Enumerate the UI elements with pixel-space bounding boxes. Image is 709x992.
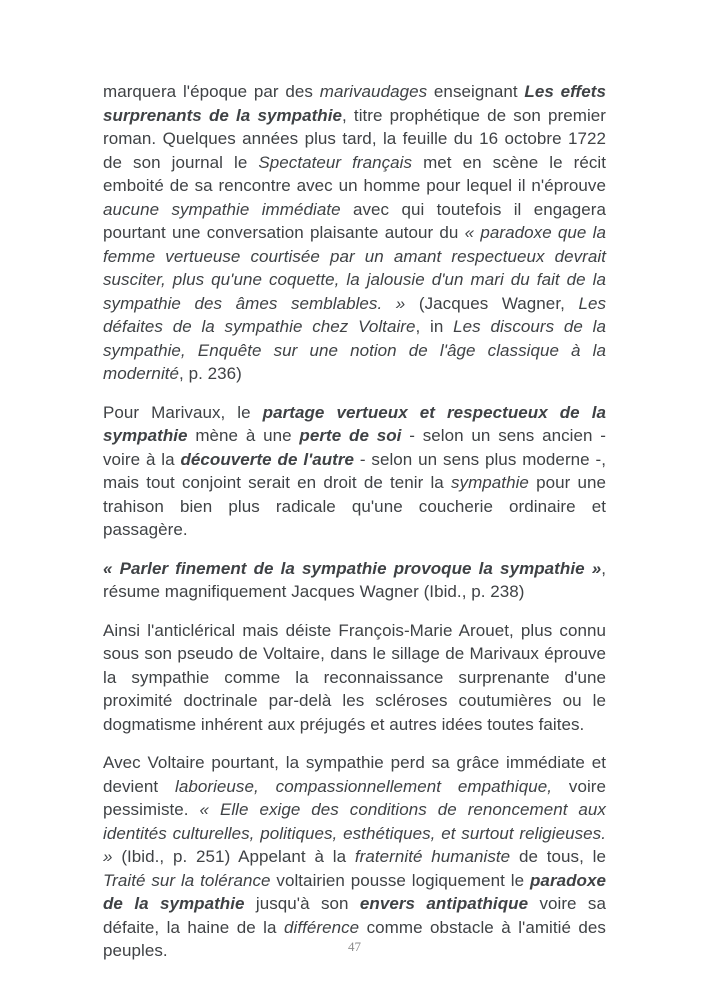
text-run: - selon un sens plus moderne -, mais tout conjoint serait en droit de tenir la xyxy=(103,449,606,492)
text-run: marivaudages xyxy=(319,82,428,101)
text-run: voire sa défaite, la haine de la xyxy=(103,894,606,937)
text-run: Avec Voltaire pourtant, la sympathie perd sa grâce immédiate et devient xyxy=(103,753,606,796)
document-body xyxy=(103,80,606,978)
text-run: voire pessimiste. xyxy=(103,776,606,819)
paragraph xyxy=(103,401,606,542)
text-run: avec qui toutefois il engagera pourtant une conversation plaisante autour du xyxy=(103,199,606,242)
text-run: envers antipathique xyxy=(359,894,529,913)
text-run: jusqu'à son xyxy=(244,894,360,913)
paragraph xyxy=(103,557,606,604)
text-run: Pour Marivaux, le xyxy=(103,402,263,422)
text-run: Les défaites de la sympathie chez Voltaire xyxy=(103,293,606,336)
text-run: Spectateur français xyxy=(258,152,413,172)
text-run: fraternité humaniste xyxy=(354,847,511,866)
text-run: Les effets surprenants de la sympathie xyxy=(103,82,606,125)
paragraph xyxy=(103,751,606,963)
page-number: 47 xyxy=(348,939,361,954)
text-run: aucune sympathie immédiate xyxy=(103,199,341,219)
text-run: « paradoxe que la femme vertueuse courtisée par un amant respectueux devrait susciter, plus qu'une coquette, la jalousie d'un mari du fait de la sympathie des âmes semblables. » xyxy=(103,223,606,313)
text-run: « Parler finement de la sympathie provoque la sympathie » xyxy=(103,558,602,578)
paragraph xyxy=(103,619,606,737)
text-run: (Jacques Wagner, xyxy=(405,293,579,313)
text-run: de tous, le xyxy=(510,847,607,866)
text-run: « Elle exige des conditions de renoncement aux identités culturelles, politiques, esthétiques, et surtout religieuses. » xyxy=(103,800,606,866)
text-run: mène à une xyxy=(187,426,300,445)
text-run: laborieuse, compassionnellement empathique, xyxy=(175,776,553,796)
text-run: sympathie xyxy=(450,473,529,492)
text-run: perte de soi xyxy=(299,426,402,445)
paragraph xyxy=(103,80,606,386)
text-run: , p. 236) xyxy=(179,364,242,383)
page-footer xyxy=(0,938,709,956)
text-run: enseignant xyxy=(427,82,525,101)
text-run: - selon un sens ancien - voire à la xyxy=(103,426,606,469)
text-run: , in xyxy=(415,317,454,336)
text-run: Traité sur la tolérance xyxy=(103,870,271,890)
text-run: marquera l'époque par des xyxy=(103,82,320,101)
text-run: voltairien pousse logiquement le xyxy=(270,870,530,890)
text-run: pour une trahison bien plus radicale qu'une coucherie ordinaire et passagère. xyxy=(103,473,606,539)
text-run: Ainsi l'anticlérical mais déiste François-Marie Arouet, plus connu sous son pseudo de Voltaire, dans le sillage de Marivaux éprouve la sympathie comme la reconnaissance surprenante d'une proximité doctrinale par-delà les scléroses coutumières ou le dogmatisme inhérent aux préjugés et autres idées toutes faites. xyxy=(103,620,606,734)
text-run: partage vertueux et respectueux de la sympathie xyxy=(103,402,606,445)
text-run: paradoxe de la sympathie xyxy=(103,870,606,913)
text-run: , titre prophétique de son premier roman. Quelques années plus tard, la feuille du 16 octobre 1722 de son journal le xyxy=(103,105,606,172)
text-run: (Ibid., p. 251) Appelant à la xyxy=(112,847,355,866)
text-run: découverte de l'autre xyxy=(180,449,355,469)
text-run: comme obstacle à l'amitié des peuples. xyxy=(103,917,606,960)
text-run: , résume magnifiquement Jacques Wagner (Ibid., p. 238) xyxy=(103,558,606,601)
text-run: différence xyxy=(283,917,360,937)
text-run: met en scène le récit emboité de sa rencontre avec un homme pour lequel il n'éprouve xyxy=(103,152,606,195)
text-run: Les discours de la sympathie, Enquête sur une notion de l'âge classique à la modernité xyxy=(103,317,607,383)
